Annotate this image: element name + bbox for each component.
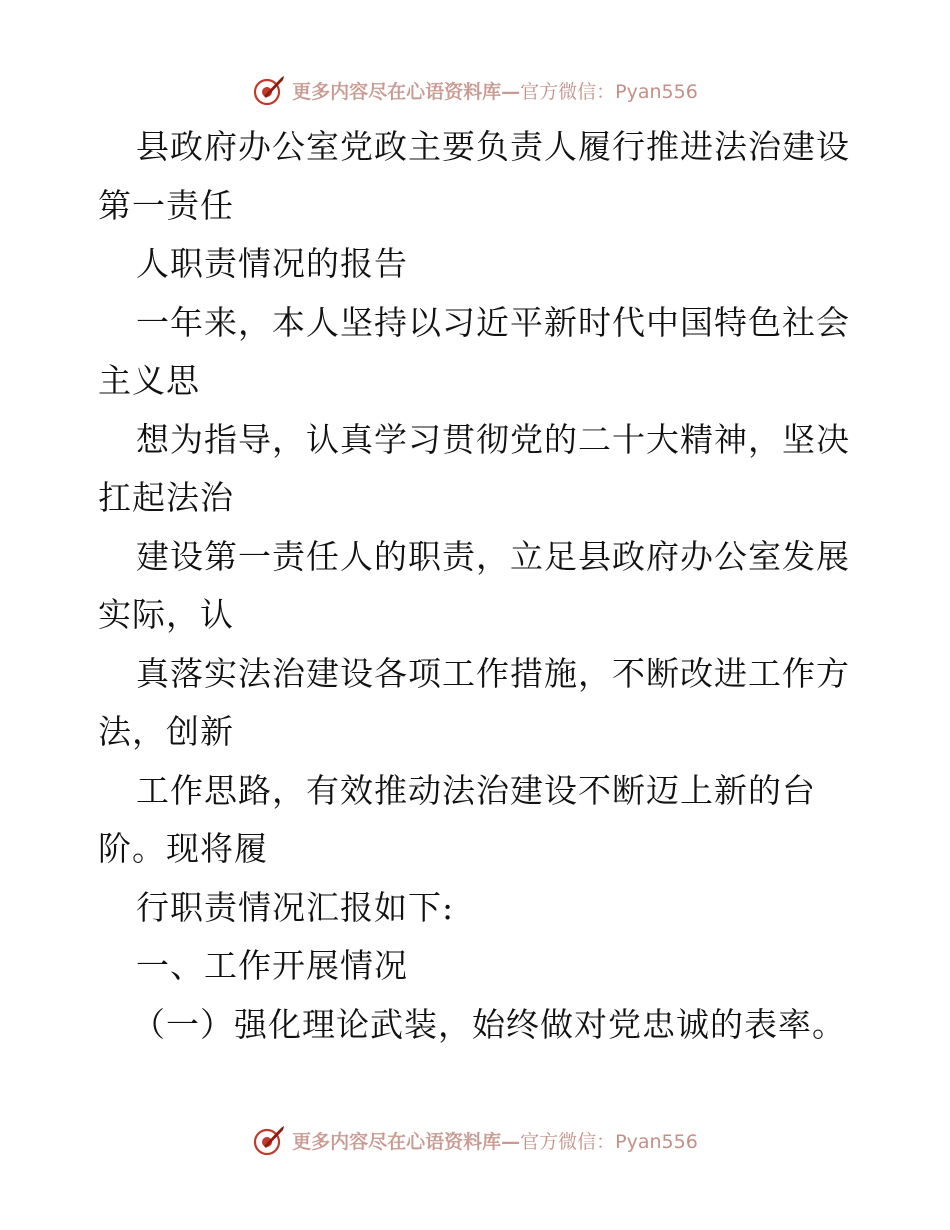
- document-line: 一年来，本人坚持以习近平新时代中国特色社会: [136, 302, 850, 342]
- document-line: 行职责情况汇报如下:: [136, 887, 455, 927]
- document-line: 阶。现将履: [98, 829, 268, 868]
- document-line: 第一责任: [98, 185, 234, 225]
- watermark-text: [292, 77, 698, 104]
- watermark-dash: —: [501, 80, 521, 103]
- pen-logo-icon: [252, 1123, 286, 1157]
- document-line: 人职责情况的报告: [136, 244, 408, 283]
- document-line: 法，创新: [98, 712, 234, 751]
- document-line: 想为指导，认真学习贯彻党的二十大精神，坚决: [136, 419, 850, 459]
- watermark-right-text: 官方微信：Pyan556: [520, 80, 698, 103]
- document-line: 县政府办公室党政主要负责人履行推进法治建设: [136, 127, 850, 166]
- watermark-header: [0, 70, 950, 110]
- document-line: 工作思路，有效推动法治建设不断迈上新的台: [136, 770, 816, 810]
- document-line: 建设第一责任人的职责，立足县政府办公室发展: [136, 536, 850, 576]
- document-body: [98, 118, 858, 1054]
- watermark-left-text: 更多内容尽在心语资料库: [292, 80, 502, 103]
- document-line: （一）强化理论武装，始终做对党忠诚的表率。: [132, 1004, 846, 1044]
- watermark-text: [292, 1127, 698, 1154]
- watermark-footer: [0, 1120, 950, 1160]
- document-line: 实际，认: [98, 595, 234, 634]
- watermark-dash: —: [501, 1130, 521, 1153]
- document-line: 真落实法治建设各项工作措施，不断改进工作方: [136, 653, 850, 693]
- document-line: 扛起法治: [98, 478, 234, 517]
- watermark-right-text: 官方微信：Pyan556: [520, 1130, 698, 1153]
- document-line: 主义思: [98, 361, 200, 400]
- watermark-left-text: 更多内容尽在心语资料库: [292, 1130, 502, 1153]
- pen-logo-icon: [252, 73, 286, 107]
- document-line: 一、工作开展情况: [136, 946, 408, 985]
